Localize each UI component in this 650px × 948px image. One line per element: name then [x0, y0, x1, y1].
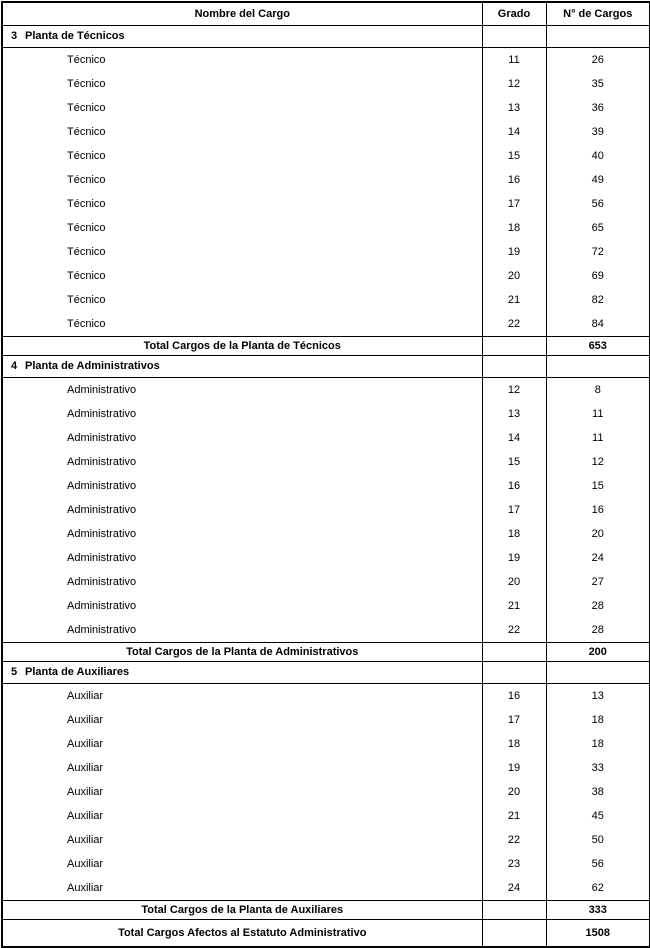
cargo-cell: Administrativo — [67, 407, 137, 420]
num-cargos-cell: 38 — [546, 780, 650, 804]
grado-cell: 19 — [482, 546, 546, 570]
cargo-cell: Auxiliar — [67, 689, 104, 702]
table-row — [2, 426, 650, 450]
section-total-grado-cell — [482, 643, 546, 662]
staffing-table — [1, 1, 650, 948]
table-row — [2, 756, 650, 780]
cargo-cell: Administrativo — [67, 383, 137, 396]
section-count-cell — [546, 356, 650, 378]
grado-cell: 16 — [482, 168, 546, 192]
num-cargos-cell: 11 — [546, 402, 650, 426]
cargo-cell: Administrativo — [67, 527, 137, 540]
section-header-row — [2, 356, 650, 378]
cargo-cell: Técnico — [67, 293, 106, 306]
num-cargos-cell: 56 — [546, 852, 650, 876]
table-row — [2, 684, 650, 709]
cargo-cell: Administrativo — [67, 575, 137, 588]
cargo-cell: Administrativo — [67, 551, 137, 564]
table-header-row — [2, 2, 650, 26]
section-total-row — [2, 643, 650, 662]
cargo-cell: Técnico — [67, 173, 106, 186]
cargo-cell: Administrativo — [67, 455, 137, 468]
cargo-cell: Auxiliar — [67, 881, 104, 894]
cargo-cell: Auxiliar — [67, 737, 104, 750]
table-row — [2, 594, 650, 618]
num-cargos-cell: 49 — [546, 168, 650, 192]
table-row — [2, 192, 650, 216]
grado-cell: 17 — [482, 708, 546, 732]
table-row — [2, 216, 650, 240]
num-cargos-cell: 56 — [546, 192, 650, 216]
cargo-cell: Administrativo — [67, 623, 137, 636]
section-title-cell — [2, 26, 482, 48]
table-row — [2, 852, 650, 876]
table-row — [2, 168, 650, 192]
section-count-cell — [546, 26, 650, 48]
section-total-value: 333 — [546, 901, 650, 920]
grado-cell: 22 — [482, 312, 546, 337]
cargo-cell: Administrativo — [67, 599, 137, 612]
num-cargos-cell: 28 — [546, 618, 650, 643]
num-cargos-cell: 16 — [546, 498, 650, 522]
section-title: Planta de Auxiliares — [25, 666, 130, 678]
num-cargos-cell: 8 — [546, 378, 650, 403]
cargo-cell: Auxiliar — [67, 785, 104, 798]
section-title: Planta de Administrativos — [25, 360, 160, 372]
grado-cell: 22 — [482, 828, 546, 852]
table-row — [2, 240, 650, 264]
grado-cell: 15 — [482, 450, 546, 474]
section-total-value: 200 — [546, 643, 650, 662]
section-grado-cell — [482, 26, 546, 48]
grado-cell: 13 — [482, 402, 546, 426]
table-row — [2, 450, 650, 474]
section-total-row — [2, 901, 650, 920]
table-row — [2, 72, 650, 96]
num-cargos-cell: 26 — [546, 48, 650, 73]
section-total-value: 653 — [546, 337, 650, 356]
grado-cell: 21 — [482, 804, 546, 828]
num-cargos-cell: 82 — [546, 288, 650, 312]
section-total-label: Total Cargos de la Planta de Administrativos — [2, 643, 482, 662]
table-row — [2, 828, 650, 852]
table-row — [2, 498, 650, 522]
cargo-cell: Auxiliar — [67, 809, 104, 822]
section-total-label: Total Cargos de la Planta de Auxiliares — [2, 901, 482, 920]
grado-cell: 18 — [482, 216, 546, 240]
num-cargos-cell: 24 — [546, 546, 650, 570]
grado-cell: 14 — [482, 426, 546, 450]
num-cargos-cell: 11 — [546, 426, 650, 450]
table-row — [2, 546, 650, 570]
table-row — [2, 876, 650, 901]
num-cargos-cell: 69 — [546, 264, 650, 288]
section-header-row — [2, 26, 650, 48]
cargo-cell: Administrativo — [67, 503, 137, 516]
grado-cell: 20 — [482, 264, 546, 288]
grado-cell: 21 — [482, 288, 546, 312]
grado-cell: 16 — [482, 684, 546, 709]
cargo-cell: Técnico — [67, 101, 106, 114]
section-total-label: Total Cargos de la Planta de Técnicos — [2, 337, 482, 356]
grado-cell: 16 — [482, 474, 546, 498]
num-cargos-cell: 50 — [546, 828, 650, 852]
table-row — [2, 402, 650, 426]
num-cargos-cell: 20 — [546, 522, 650, 546]
section-count-cell — [546, 662, 650, 684]
grado-cell: 11 — [482, 48, 546, 73]
cargo-cell: Técnico — [67, 197, 106, 210]
num-cargos-cell: 12 — [546, 450, 650, 474]
cargo-cell: Técnico — [67, 221, 106, 234]
column-header-num-de-cargos: N° de Cargos — [546, 2, 650, 26]
grado-cell: 23 — [482, 852, 546, 876]
section-title: Planta de Técnicos — [25, 30, 125, 42]
section-title-cell — [2, 662, 482, 684]
num-cargos-cell: 33 — [546, 756, 650, 780]
table-row — [2, 288, 650, 312]
grand-total-label: Total Cargos Afectos al Estatuto Administrativo — [2, 920, 482, 948]
cargo-cell: Auxiliar — [67, 713, 104, 726]
table-row — [2, 378, 650, 403]
section-total-grado-cell — [482, 337, 546, 356]
table-row — [2, 570, 650, 594]
table-row — [2, 522, 650, 546]
num-cargos-cell: 62 — [546, 876, 650, 901]
num-cargos-cell: 28 — [546, 594, 650, 618]
section-number: 5 — [11, 666, 18, 678]
column-header-nombre-del-cargo: Nombre del Cargo — [2, 2, 482, 26]
table-body — [2, 26, 650, 948]
grado-cell: 14 — [482, 120, 546, 144]
cargo-cell: Técnico — [67, 77, 106, 90]
grado-cell: 20 — [482, 780, 546, 804]
grand-total-grado-cell — [482, 920, 546, 948]
table-row — [2, 780, 650, 804]
grado-cell: 18 — [482, 732, 546, 756]
cargo-cell: Auxiliar — [67, 857, 104, 870]
section-number: 3 — [11, 30, 18, 42]
cargo-cell: Técnico — [67, 149, 106, 162]
num-cargos-cell: 13 — [546, 684, 650, 709]
table-row — [2, 732, 650, 756]
grado-cell: 22 — [482, 618, 546, 643]
cargo-cell: Administrativo — [67, 431, 137, 444]
table-row — [2, 804, 650, 828]
num-cargos-cell: 18 — [546, 732, 650, 756]
grado-cell: 19 — [482, 240, 546, 264]
num-cargos-cell: 65 — [546, 216, 650, 240]
section-header-row — [2, 662, 650, 684]
section-total-row — [2, 337, 650, 356]
table-head — [2, 2, 650, 26]
num-cargos-cell: 45 — [546, 804, 650, 828]
table-row — [2, 618, 650, 643]
cargo-cell: Auxiliar — [67, 833, 104, 846]
cargo-cell: Técnico — [67, 317, 106, 330]
grado-cell: 12 — [482, 378, 546, 403]
num-cargos-cell: 35 — [546, 72, 650, 96]
grado-cell: 24 — [482, 876, 546, 901]
column-header-grado: Grado — [482, 2, 546, 26]
section-title-cell — [2, 356, 482, 378]
grado-cell: 20 — [482, 570, 546, 594]
cargo-cell: Auxiliar — [67, 761, 104, 774]
table-row — [2, 474, 650, 498]
table-row — [2, 264, 650, 288]
num-cargos-cell: 27 — [546, 570, 650, 594]
grand-total-row — [2, 920, 650, 948]
num-cargos-cell: 72 — [546, 240, 650, 264]
num-cargos-cell: 15 — [546, 474, 650, 498]
section-number: 4 — [11, 360, 18, 372]
grado-cell: 21 — [482, 594, 546, 618]
cargo-cell: Técnico — [67, 245, 106, 258]
grand-total-value: 1508 — [546, 920, 650, 948]
num-cargos-cell: 39 — [546, 120, 650, 144]
num-cargos-cell: 36 — [546, 96, 650, 120]
section-grado-cell — [482, 662, 546, 684]
grado-cell: 17 — [482, 192, 546, 216]
table-row — [2, 312, 650, 337]
grado-cell: 12 — [482, 72, 546, 96]
cargo-cell: Técnico — [67, 125, 106, 138]
grado-cell: 17 — [482, 498, 546, 522]
grado-cell: 18 — [482, 522, 546, 546]
table-row — [2, 708, 650, 732]
num-cargos-cell: 40 — [546, 144, 650, 168]
grado-cell: 19 — [482, 756, 546, 780]
num-cargos-cell: 84 — [546, 312, 650, 337]
grado-cell: 15 — [482, 144, 546, 168]
cargo-cell: Administrativo — [67, 479, 137, 492]
table-row — [2, 144, 650, 168]
table-row — [2, 96, 650, 120]
num-cargos-cell: 18 — [546, 708, 650, 732]
section-grado-cell — [482, 356, 546, 378]
cargo-cell: Técnico — [67, 53, 106, 66]
cargo-cell: Técnico — [67, 269, 106, 282]
grado-cell: 13 — [482, 96, 546, 120]
table-row — [2, 120, 650, 144]
section-total-grado-cell — [482, 901, 546, 920]
table-row — [2, 48, 650, 73]
